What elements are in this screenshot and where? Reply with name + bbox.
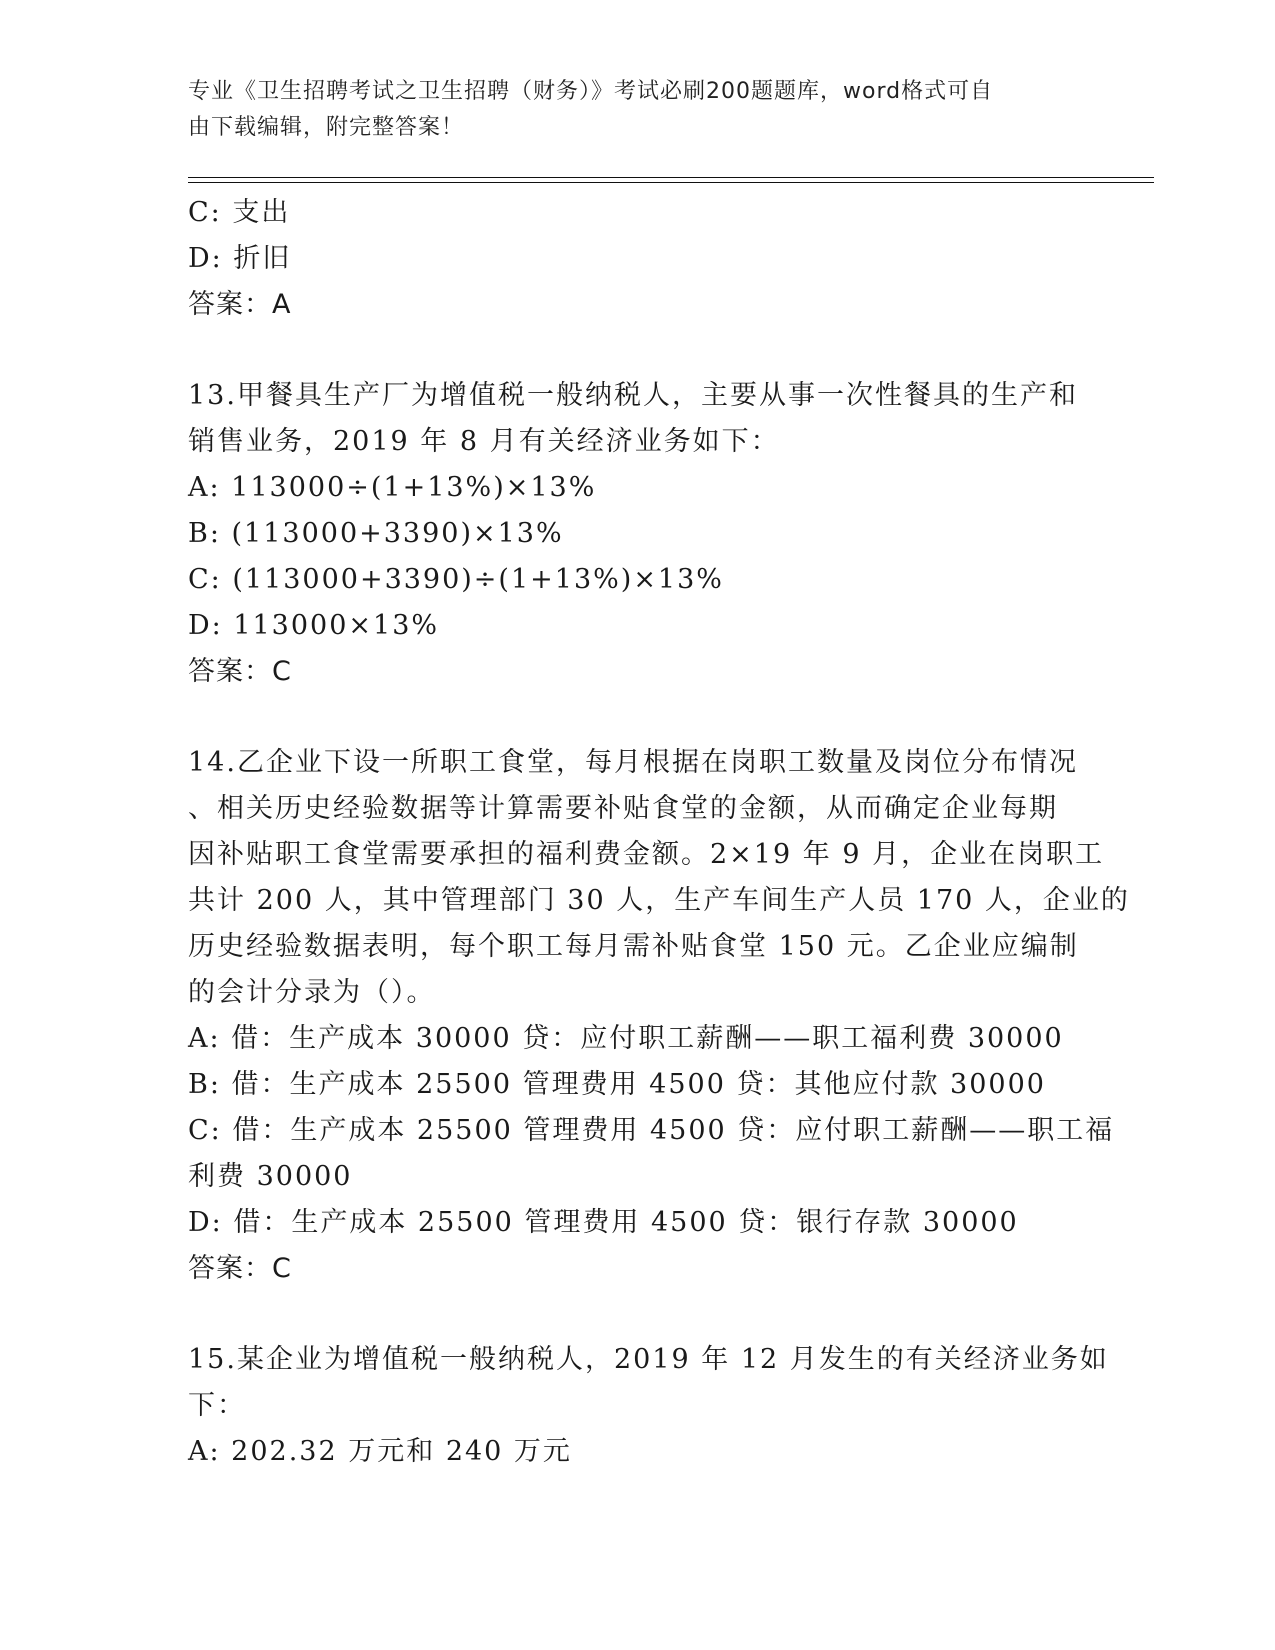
question-15 — [188, 1337, 1109, 1475]
header-line-2: 由下载编辑，附完整答案！ — [188, 115, 465, 140]
question-14 — [188, 740, 1130, 1292]
option-c: C: 借：生产成本 25500 管理费用 4500 贷：应付职工薪酬——职工福 — [188, 1115, 1115, 1146]
document-header — [188, 74, 1088, 146]
option-c: C: 支出 — [188, 197, 291, 228]
option-b: B: 借：生产成本 25500 管理费用 4500 贷：其他应付款 30000 — [188, 1069, 1046, 1100]
header-rule-top — [188, 177, 1154, 178]
question-stem-line: 的会计分录为（）。 — [188, 977, 436, 1008]
question-12-tail — [188, 190, 1088, 328]
option-a: A: 202.32 万元和 240 万元 — [188, 1436, 572, 1467]
document-body — [188, 190, 1130, 1475]
option-d: D: 折旧 — [188, 243, 292, 274]
question-stem-line: 因补贴职工食堂需要承担的福利费金额。2×19 年 9 月，企业在岗职工 — [188, 839, 1105, 870]
question-stem-line: 下： — [188, 1390, 246, 1421]
option-c: C: (113000+3390)÷(1+13%)×13% — [188, 564, 724, 595]
answer-line: 答案：C — [188, 1253, 292, 1284]
question-stem-line: 、相关历史经验数据等计算需要补贴食堂的金额，从而确定企业每期 — [188, 793, 1058, 824]
option-a: A: 113000÷(1+13%)×13% — [188, 472, 597, 503]
question-stem-line: 销售业务，2019 年 8 月有关经济业务如下： — [188, 426, 780, 457]
question-stem-line: 历史经验数据表明，每个职工每月需补贴食堂 150 元。乙企业应编制 — [188, 931, 1079, 962]
option-d: D: 113000×13% — [188, 610, 440, 641]
spacer — [188, 695, 1088, 740]
question-stem-line: 14.乙企业下设一所职工食堂，每月根据在岗职工数量及岗位分布情况 — [188, 747, 1078, 778]
question-13 — [188, 373, 1088, 695]
question-stem-line: 15.某企业为增值税一般纳税人，2019 年 12 月发生的有关经济业务如 — [188, 1344, 1109, 1375]
option-c-continued: 利费 30000 — [188, 1161, 353, 1192]
question-stem-line: 共计 200 人，其中管理部门 30 人，生产车间生产人员 170 人，企业的 — [188, 885, 1130, 916]
answer-line: 答案：A — [188, 289, 292, 320]
question-stem-line: 13.甲餐具生产厂为增值税一般纳税人，主要从事一次性餐具的生产和 — [188, 380, 1078, 411]
option-d: D: 借：生产成本 25500 管理费用 4500 贷：银行存款 30000 — [188, 1207, 1019, 1238]
spacer — [188, 328, 1088, 373]
option-b: B: (113000+3390)×13% — [188, 518, 564, 549]
answer-line: 答案：C — [188, 656, 292, 687]
header-rule-bottom — [188, 182, 1154, 183]
header-line-1: 专业《卫生招聘考试之卫生招聘（财务）》考试必刷200题题库，word格式可自 — [188, 79, 994, 104]
option-a: A: 借：生产成本 30000 贷：应付职工薪酬——职工福利费 30000 — [188, 1023, 1064, 1054]
spacer — [188, 1292, 1088, 1337]
